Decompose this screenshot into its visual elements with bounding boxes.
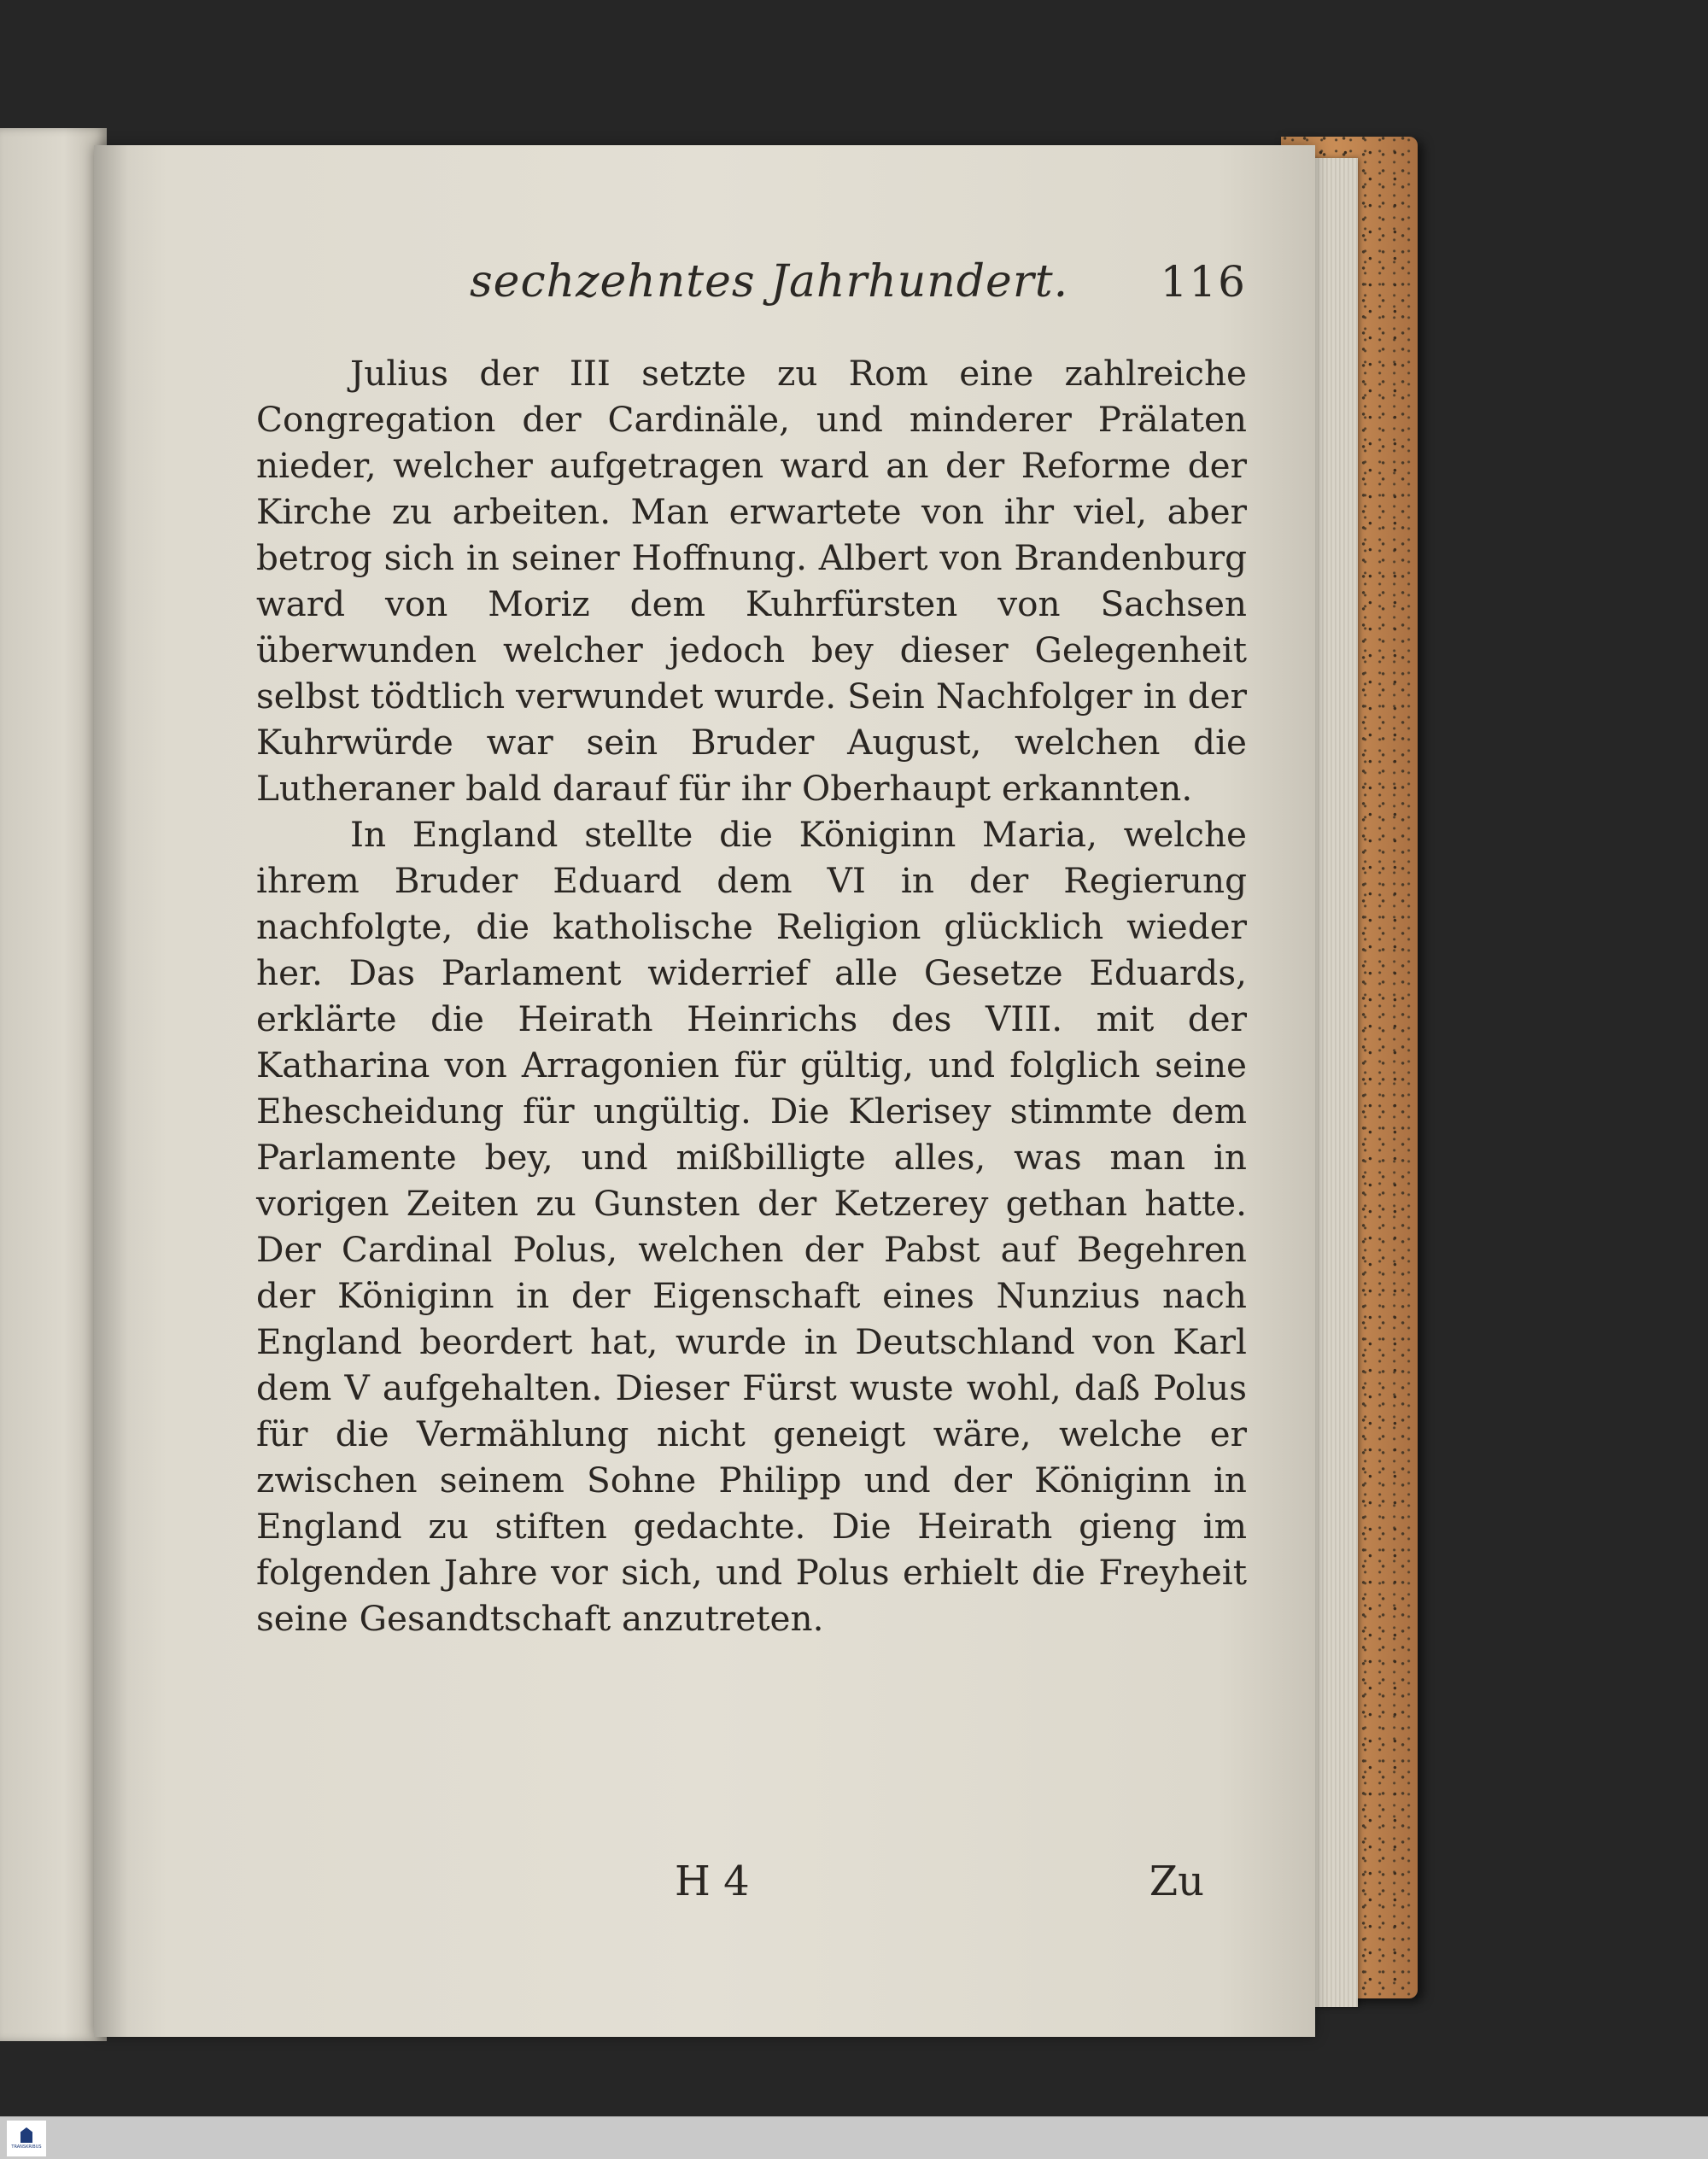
body-text [256,350,1247,1641]
left-page-edge [0,128,107,2041]
paragraph-1: Julius der III setzte zu Rom eine zahlreiche Congregation der Cardinäle, und minderer Prälaten nieder, welcher aufgetragen ward an der Reforme der Kirche zu arbeiten. Man erwartete von ihr viel, aber betrog sich in seiner Hoffnung. Albert von Brandenburg ward von Moriz dem Kuhrfürsten von Sachsen überwunden welcher jedoch bey dieser Gelegenheit selbst tödtlich verwundet wurde. Sein Nachfolger in der Kuhrwürde war sein Bruder August, welchen die Lutheraner bald darauf für ihr Oberhaupt erkannten. [256,353,1247,809]
viewer-logo[interactable] [7,2121,46,2156]
paragraph-2: In England stellte die Königinn Maria, welche ihrem Bruder Eduard dem VI in der Regierung nachfolgte, die katholische Religion glücklich wieder her. Das Parlament widerrief alle Gesetze Eduards, erklärte die Heirath Heinrichs des VIII. mit der Katharina von Arragonien für gültig, und folglich seine Ehescheidung für ungültig. Die Klerisey stimmte dem Parlamente bey, und mißbilligte alles, was man in vorigen Zeiten zu Gunsten der Ketzerey gethan hatte. Der Cardinal Polus, welchen der Pabst auf Begehren der Königinn in der Eigenschaft eines Nunzius nach England beordert hat, wurde in Deutschland von Karl dem V aufgehalten. Dieser Fürst wuste wohl, daß Polus für die Vermählung nicht geneigt wäre, welche er zwischen seinem Sohne Philipp und der Königinn in England zu stiften gedachte. Die Heirath gieng im folgenden Jahre vor sich, und Polus erhielt die Freyheit seine Gesandtschaft anzutreten. [256,814,1247,1639]
signature-mark: H 4 [675,1858,750,1905]
logo-mark-icon [20,2127,32,2143]
page-number: 116 [1160,257,1247,307]
running-title: sechzehntes Jahrhundert. [470,256,1069,307]
page-footer [675,1858,1204,1917]
catchword: Zu [1149,1858,1204,1905]
running-head [470,256,1247,333]
book-page [94,145,1315,2037]
gutter-shadow [94,145,128,2037]
logo-text: TRANSKRIBUS [11,2144,42,2150]
viewer-bottom-bar [0,2116,1708,2159]
